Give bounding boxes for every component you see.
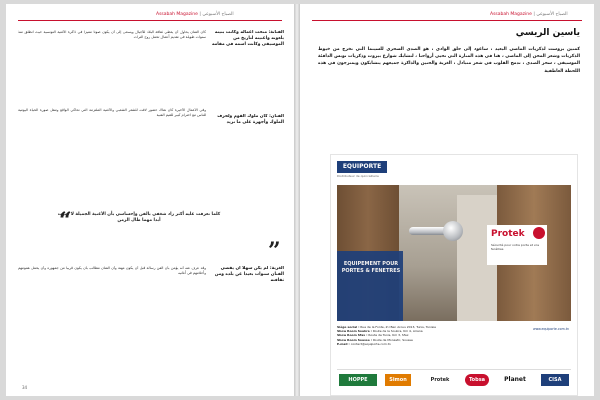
ad-logo: EQUIPORTE	[337, 161, 387, 173]
article-intro: كمنين بروست لذكريات الماضي البعيد ، ساعود إلى حلق الوادي ، هو الصدى السحري للسينما التي تخرج من خيوط الذكريات وشعر المحن إلى الماضي ، هنا في هذه المنارة التي تحيي أرواحنا ، لتشابك شوارع بيروت وذكريات تونس الدافئة الموسيقى ، سحر الصدى ، تدمج القلوب في شعر متبادل ، الغربة والحنين والذاكرة جميعهم يتشابكون ويمتزجون في هذه اللحظة العاطفية	[318, 47, 580, 74]
info-value: Route de Monastir, Sousse	[372, 337, 413, 342]
ad-panel	[337, 251, 403, 321]
brand-logo: Simon	[385, 374, 411, 386]
pull-quote: كلما تعرفت عليه أكثر زاد شغفي بالفن وإحساسي بأن الأغنية الجميلة لا تموت أبدا مهما طال الزمن	[57, 212, 221, 224]
ad-photo	[337, 185, 571, 321]
info-value: contact@equiporte.com.tn	[350, 341, 391, 346]
header-text: | الصباح الأسبوعي	[199, 12, 234, 17]
header-accent: Assabah Magazine	[156, 12, 198, 17]
protek-box	[487, 225, 547, 265]
side-note-1: الفنانة: منحت أعماله وكانت بنيته بلعونه واغنيته لتاريخ من الموسيقى وكانت اسمه في مقامه	[212, 30, 284, 47]
paragraph: وفي الأعمال الأخيرة كان هناك حضور لافت للشعر الشعبي والأغنية الملتزمة التي تحاكي الواقع وتنقل صورة الحياة اليومية للناس مع احترام كبير للقيم الفنية	[18, 108, 206, 118]
article-column-mid	[18, 108, 206, 204]
advertisement	[330, 154, 578, 396]
brand-logo: Tobsa	[465, 374, 489, 386]
ad-contact-info	[337, 325, 571, 365]
quote-open-icon: “	[59, 208, 72, 234]
brand-logo: HOPPE	[339, 374, 377, 386]
paragraph: وقد عرف عنه أنه يؤمن بأن الفن رسالة قبل أن يكون مهنة وأن الفنان مطالب بأن يكون قريبا من جمهوره وأن يحمل همومهم وأحلامهم في أغانيه	[18, 266, 206, 276]
side-note-2: الفنان: كان ملوك القوم ولحرف الملوك وأجهزة على ما تريد	[217, 114, 284, 125]
quote-close-icon: ”	[268, 238, 281, 264]
header-accent: Assabah Magazine	[490, 12, 532, 17]
badge-icon	[533, 227, 545, 239]
article-title: ياسين الريسي	[515, 28, 580, 38]
side-note-3: الغربة: لم يكن سهلا أن يقضي الفنان سنوات بعيدا عن بلده ومن ثقافته	[214, 266, 284, 283]
info-value: Route de la Soukra, Km 4, Ariana	[372, 329, 423, 334]
info-value: Rue de la Fonte, Z.I Ben Arous 2013, Tunis, Tunisie	[360, 325, 436, 329]
brand-logo: Planet	[497, 374, 533, 386]
header-rule	[312, 20, 582, 21]
ad-website: www.equiporte.com.tn	[532, 327, 569, 331]
info-label: E-mail :	[337, 341, 350, 346]
page-number: 34	[22, 385, 28, 390]
info-label: Siège social :	[337, 325, 360, 329]
info-label: Show Room Sfax :	[337, 333, 368, 338]
ad-panel-text: EQUIPEMENT POUR PORTES & FENETRES	[341, 261, 401, 274]
info-value: Route de Tunis, Km 3, Sfax	[368, 333, 409, 338]
right-page	[300, 4, 594, 396]
brand-logo: CISA	[541, 374, 569, 386]
protek-subtitle: Sécurité pour votre porte et vos fenêtres	[491, 243, 540, 251]
info-label: Show Room Sousse :	[337, 337, 372, 342]
header-rule	[18, 20, 282, 21]
article-column-bottom	[18, 266, 206, 376]
brand-logo: Protek	[423, 374, 457, 386]
left-page	[6, 4, 294, 396]
paragraph: كان الفنان يحاول أن يعطي ثقافة البلاد للأجيال ويسعى إلى أن يكون صوتا مميزا في ذاكرة الأغنية التونسية حيث انطلق منذ سنوات طويلة في تقديم أعمال تحمل روح التراث	[18, 30, 206, 40]
brand-strip	[337, 369, 571, 390]
door-handle-image	[409, 215, 467, 251]
header-text: | الصباح الأسبوعي	[533, 12, 568, 17]
protek-title: Protek	[491, 229, 525, 239]
ad-tagline: Distributeur de quincaillerie	[337, 174, 379, 178]
handle-rose	[443, 221, 463, 241]
info-line	[337, 342, 571, 346]
info-label: Show Room Soukra :	[337, 329, 372, 334]
article-column-top	[18, 30, 206, 102]
